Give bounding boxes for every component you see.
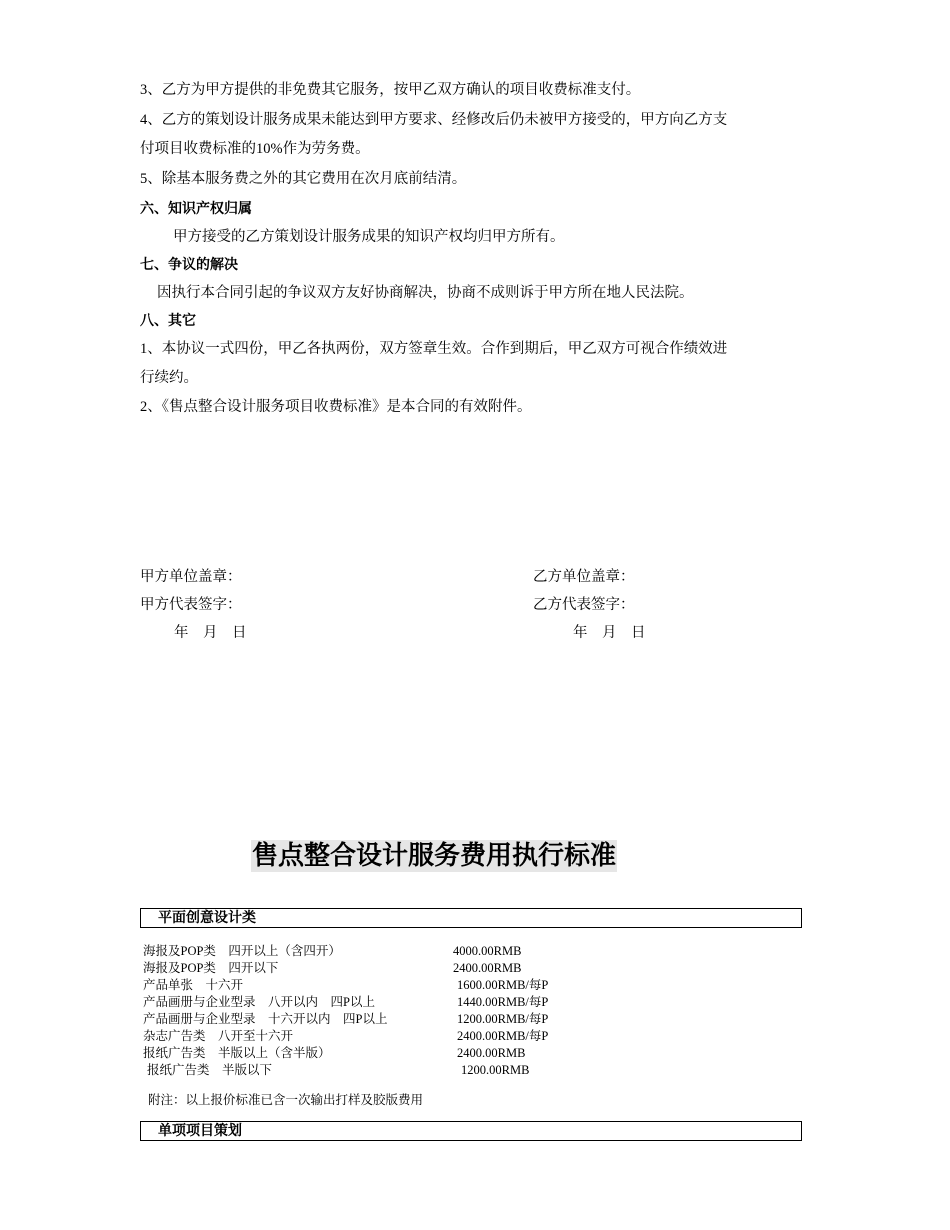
section-7-heading: 七、争议的解决 [140,257,238,273]
section-7-body: 因执行本合同引起的争议双方友好协商解决，协商不成则诉于甲方所在地人民法院。 [157,285,694,301]
section-8-item-1-line-1: 1、本协议一式四份，甲乙各执两份，双方签章生效。合作到期后，甲乙双方可视合作绩效进 [140,341,728,357]
rate-item: 杂志广告类 八开至十六开 [143,1029,294,1043]
rate-price: 1200.00RMB/每P [457,1012,549,1026]
section-8-item-2: 2、《售点整合设计服务项目收费标准》是本合同的有效附件。 [140,399,532,415]
fee-standard-title: 售点整合设计服务费用执行标准 [252,841,617,871]
party-b-rep-label: 乙方代表签字： [533,597,635,613]
party-b-seal-label: 乙方单位盖章： [533,569,635,585]
rate-price: 1200.00RMB [461,1063,530,1077]
rate-item: 报纸广告类 半版以下 [147,1063,273,1077]
party-a-rep-label: 甲方代表签字： [140,597,242,613]
category-graphic-design [140,908,802,928]
section-8-item-1-line-2: 行续约。 [140,370,198,386]
clause-4-line-1: 4、乙方的策划设计服务成果未能达到甲方要求、经修改后仍未被甲方接受的，甲方向乙方支 [140,112,728,128]
rate-item: 报纸广告类 半版以上（含半版） [143,1046,331,1060]
clause-3: 3、乙方为甲方提供的非免费其它服务，按甲乙双方确认的项目收费标准支付。 [140,82,641,98]
rate-price: 2400.00RMB [457,1046,526,1060]
rate-item: 产品画册与企业型录 十六开以内 四P以上 [143,1012,388,1026]
party-a-date-label: 年 月 日 [174,625,247,641]
rate-item: 海报及POP类 四开以下 [143,961,279,975]
rate-item: 海报及POP类 四开以上（含四开） [143,944,341,958]
clause-4-line-2: 付项目收费标准的10%作为劳务费。 [140,141,370,157]
category-graphic-design-label: 平面创意设计类 [158,910,256,926]
rate-price: 1600.00RMB/每P [457,978,549,992]
rate-price: 4000.00RMB [453,944,522,958]
rate-item: 产品单张 十六开 [143,978,244,992]
rate-price: 2400.00RMB/每P [457,1029,549,1043]
section-8-heading: 八、其它 [140,313,196,329]
category-project-planning-label: 单项项目策划 [158,1123,242,1139]
rate-price: 1440.00RMB/每P [457,995,549,1009]
party-b-date-label: 年 月 日 [573,625,646,641]
category-project-planning [140,1121,802,1141]
rate-price: 2400.00RMB [453,961,522,975]
section-6-heading: 六、知识产权归属 [140,201,252,217]
fee-note: 附注：以上报价标准已含一次输出打样及胶版费用 [148,1093,424,1107]
clause-5: 5、除基本服务费之外的其它费用在次月底前结清。 [140,171,467,187]
rate-item: 产品画册与企业型录 八开以内 四P以上 [143,995,375,1009]
section-6-body: 甲方接受的乙方策划设计服务成果的知识产权均归甲方所有。 [173,229,565,245]
party-a-seal-label: 甲方单位盖章： [140,569,242,585]
